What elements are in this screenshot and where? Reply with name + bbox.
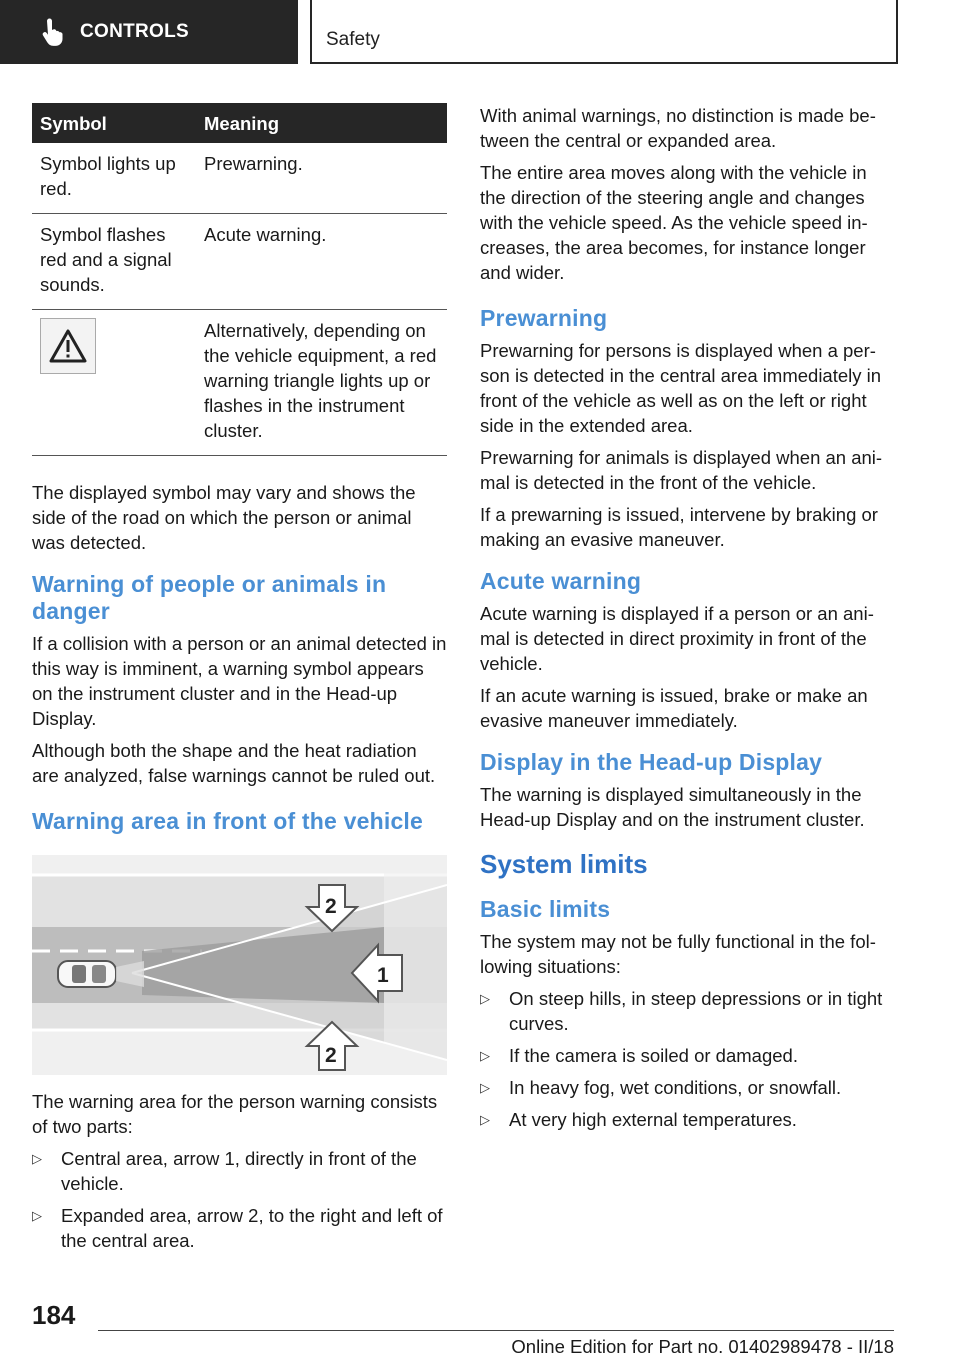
table-header-row — [32, 103, 447, 143]
meaning-cell: Acute warning. — [196, 214, 447, 310]
paragraph-collision: If a collision with a person or an animal detected in this way is imminent, a warning symbol appears on the instrument cluster and in the Head-up Display. — [32, 633, 447, 729]
bullet-triangle-icon: ▷ — [32, 1208, 42, 1223]
list-item — [480, 1075, 896, 1100]
header-section — [310, 0, 898, 64]
symbol-cell — [32, 310, 196, 456]
arrow-label-1: 1 — [377, 964, 389, 987]
warning-area-diagram — [32, 855, 447, 1075]
list-item-text: In heavy fog, wet conditions, or snowfall. — [509, 1077, 842, 1098]
paragraph-prewarn-persons: Prewarning for persons is displayed when a person is detected in the central area immediately in front of the vehicle as well as on the left or right side in the extended area. — [480, 340, 882, 436]
paragraph-acute-issued: If an acute warning is issued, brake or make an evasive maneuver immediately. — [480, 685, 868, 731]
paragraph-entire-area: The entire area moves along with the vehicle in the direction of the steering angle and changes with the vehicle speed. As the vehicle speed increases, the area becomes, for instance longer and wider. — [480, 162, 868, 283]
warning-area-list — [32, 1146, 447, 1253]
bullet-triangle-icon: ▷ — [480, 991, 490, 1006]
paragraph-hud: The warning is displayed simultaneously in the Head-up Display and on the instrument cluster. — [480, 784, 865, 830]
symbol-cell: Symbol flashes red and a signal sounds. — [32, 214, 196, 310]
table-row — [32, 214, 447, 310]
footer-divider — [98, 1330, 894, 1331]
list-item-text: If the camera is soiled or damaged. — [509, 1045, 798, 1066]
list-item — [480, 1043, 896, 1068]
paragraph-two-parts: The warning area for the person warning consists of two parts: — [32, 1091, 438, 1137]
list-item-text: Expanded area, arrow 2, to the right and left of the central area. — [61, 1205, 443, 1251]
page-number: 184 — [32, 1300, 76, 1330]
symbol-cell: Symbol lights up red. — [32, 143, 196, 214]
right-column — [480, 103, 896, 1139]
bullet-triangle-icon: ▷ — [480, 1080, 490, 1095]
table-row — [32, 310, 447, 456]
paragraph-false-warnings: Although both the shape and the heat radiation are analyzed, false warnings cannot be ruled out. — [32, 740, 436, 786]
column-header-meaning: Meaning — [196, 103, 447, 143]
paragraph-prewarn-animals: Prewarning for animals is displayed when an animal is detected in the front of the vehicle. — [480, 447, 883, 493]
list-item — [480, 1107, 896, 1132]
car-icon — [58, 961, 116, 987]
list-item — [480, 986, 896, 1036]
paragraph-prewarn-issued: If a prewarning is issued, intervene by braking or making an evasive maneuver. — [480, 504, 878, 550]
list-item-text: On steep hills, in steep depressions or in tight curves. — [509, 988, 883, 1034]
bullet-triangle-icon: ▷ — [480, 1112, 490, 1127]
table-row — [32, 143, 447, 214]
bullet-triangle-icon: ▷ — [32, 1151, 42, 1166]
list-item-text: At very high external temperatures. — [509, 1109, 797, 1130]
hand-pointer-icon — [38, 17, 68, 47]
paragraph-not-functional: The system may not be fully functional in the following situations: — [480, 931, 876, 977]
list-item-text: Central area, arrow 1, directly in front of the vehicle. — [61, 1148, 417, 1194]
header-tab-label: CONTROLS — [80, 21, 190, 42]
heading-basic-limits: Basic limits — [480, 896, 611, 922]
bullet-triangle-icon: ▷ — [480, 1048, 490, 1063]
paragraph-animal: With animal warnings, no distinction is made between the central or expanded area. — [480, 105, 876, 151]
heading-acute-warning: Acute warning — [480, 568, 642, 594]
list-item — [32, 1203, 447, 1253]
heading-warning-area: Warning area in front of the vehicle — [32, 808, 424, 834]
paragraph-symbol-varies: The displayed symbol may vary and shows the side of the road on which the person or animal was detected. — [32, 482, 416, 553]
arrow-label-2-bottom: 2 — [325, 1044, 337, 1067]
symbol-table — [32, 103, 447, 456]
header-tab-controls[interactable] — [0, 0, 298, 64]
paragraph-acute-display: Acute warning is displayed if a person or an animal is detected in direct proximity in front of the vehicle. — [480, 603, 874, 674]
heading-prewarning: Prewarning — [480, 305, 608, 331]
left-column — [32, 103, 447, 1260]
limits-list — [480, 986, 896, 1132]
footer-edition: Online Edition for Part no. 01402989478 - II/18 — [511, 1336, 894, 1357]
heading-system-limits: System limits — [480, 849, 648, 879]
warning-triangle-icon — [40, 318, 96, 374]
section-title: Safety — [326, 29, 380, 50]
column-header-symbol: Symbol — [32, 103, 196, 143]
heading-hud: Display in the Head-up Display — [480, 749, 823, 775]
meaning-cell: Prewarning. — [196, 143, 447, 214]
heading-warning-people: Warning of people or animals in danger — [32, 571, 387, 624]
arrow-label-2-top: 2 — [325, 895, 337, 918]
meaning-cell: Alternatively, depending on the vehicle equipment, a red warning triangle lights up or flashes in the instrument cluster. — [196, 310, 447, 456]
list-item — [32, 1146, 447, 1196]
